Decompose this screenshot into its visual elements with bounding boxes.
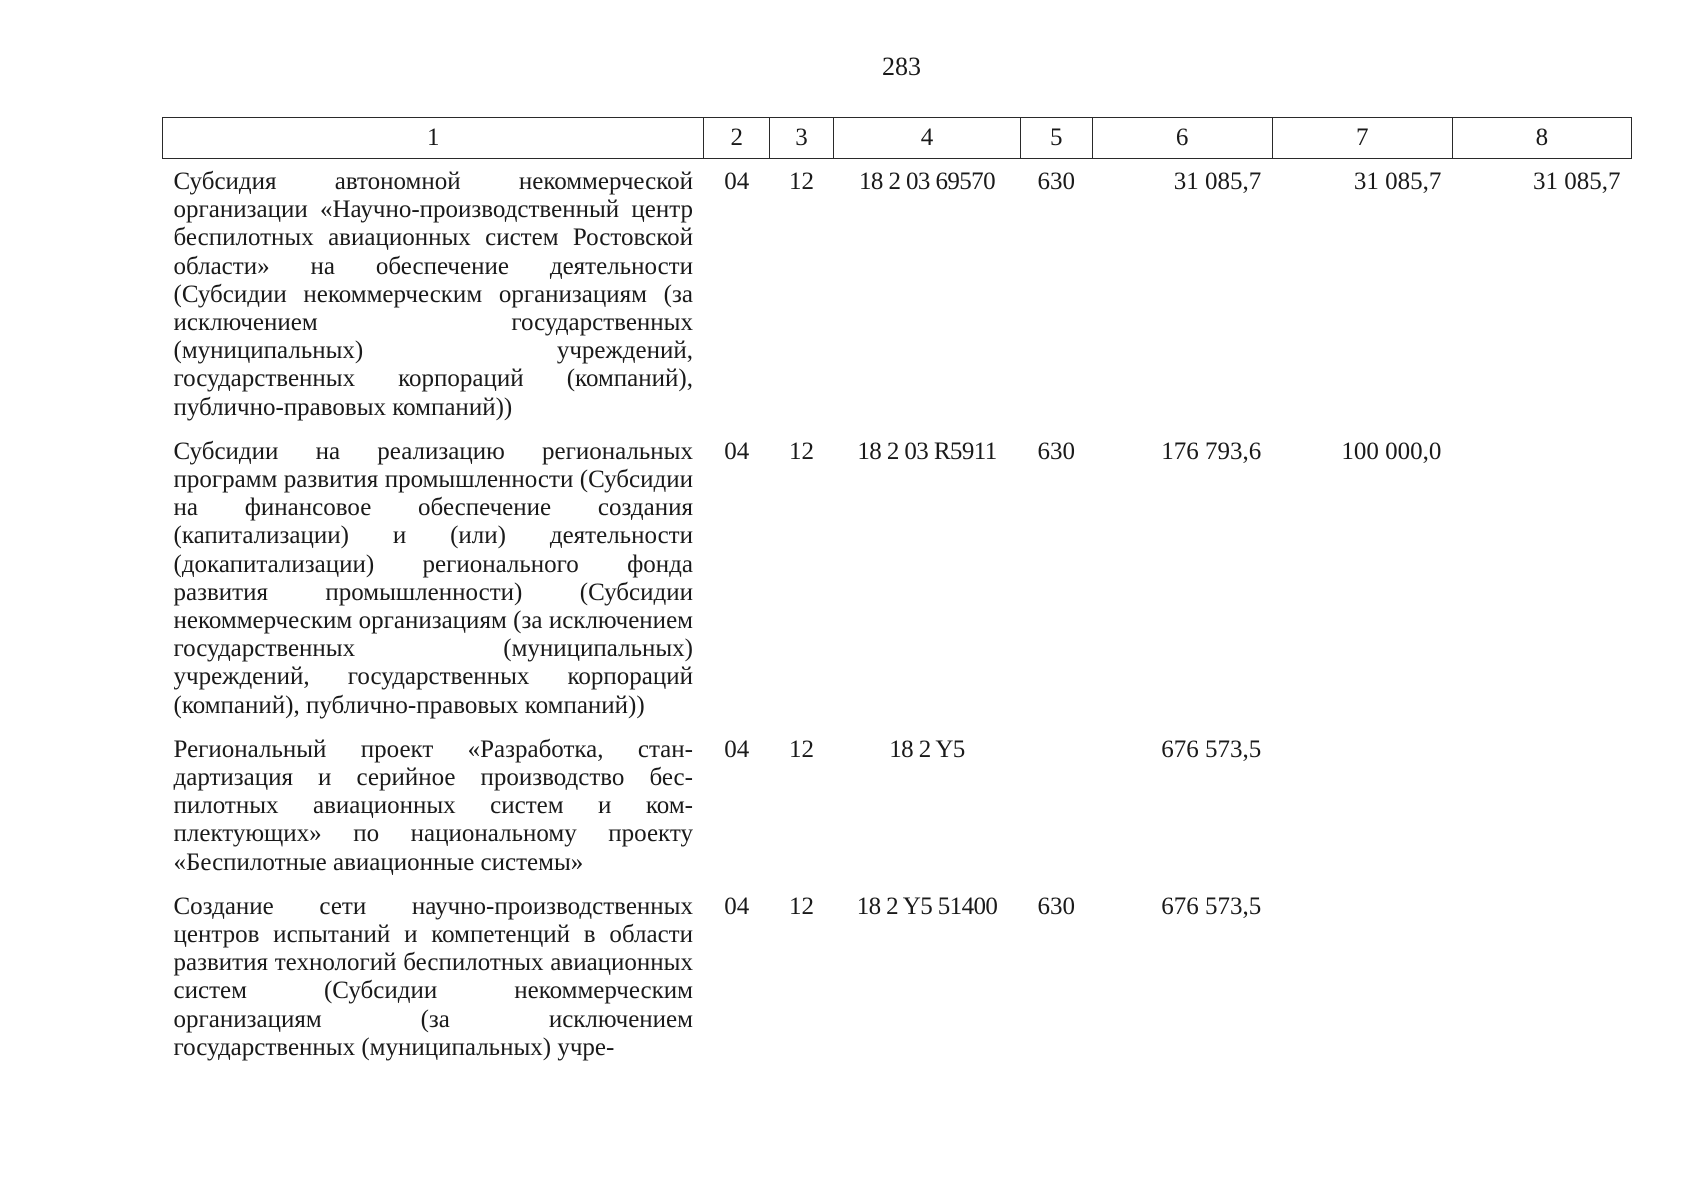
row-description: Создание сети научно-производственных центров испытаний и компетенций в области развития технологий беспилотных авиационных систем (Субсидии некоммерческим организациям (за исключением государственных (муниципальных) учре-	[173, 892, 693, 1061]
target-article-code: 18 2 Y5	[889, 735, 965, 763]
amount-col-7: 31 085,7	[1353, 168, 1442, 195]
subsection-code: 12	[789, 437, 815, 465]
target-article-code: 18 2 Y5 51400	[856, 892, 998, 920]
subsection-code: 12	[789, 168, 815, 195]
section-code: 04	[724, 437, 750, 465]
expense-type-code: 630	[1037, 168, 1075, 195]
column-header: 3	[769, 118, 833, 159]
table-row	[163, 885, 1632, 1062]
target-article-code: 18 2 03 69570	[859, 168, 995, 195]
column-header: 4	[834, 118, 1021, 159]
amount-col-8	[1452, 430, 1631, 728]
table-row	[163, 430, 1632, 728]
section-code: 04	[724, 735, 750, 763]
amount-col-8: 31 085,7	[1533, 168, 1621, 195]
subsection-code: 12	[789, 892, 815, 920]
amount-col-8	[1452, 885, 1631, 1062]
amount-col-7	[1272, 885, 1452, 1062]
section-code: 04	[724, 168, 750, 195]
table-header-row	[163, 118, 1632, 159]
amount-col-6: 676 573,5	[1161, 735, 1262, 763]
column-header: 5	[1020, 118, 1092, 159]
amount-col-6: 676 573,5	[1161, 892, 1262, 920]
expense-type-code	[1020, 728, 1092, 885]
amount-col-7	[1272, 728, 1452, 885]
row-description: Субсидии на реализацию региональных программ развития промышленности (Субсидии на финансовое обеспечение создания (капитализации) и (или) деятельности (докапитализации) регионального фонда развития промышленности) (Субсидии некоммерческим организациям (за исключением государственных (муниципальных) учреждений, государственных корпораций (компаний), публично-правовых компаний))	[173, 437, 693, 719]
budget-table	[162, 117, 1632, 1062]
amount-col-6: 176 793,6	[1161, 437, 1262, 465]
amount-col-8	[1452, 728, 1631, 885]
column-header: 6	[1092, 118, 1272, 159]
target-article-code: 18 2 03 R5911	[857, 437, 997, 465]
row-description: Региональный проект «Разработка, стандартизация и серийное производство беспилотных авиационных систем и комплектующих» по национальному проекту «Беспилотные авиационные системы»	[173, 735, 693, 876]
page-number: 283	[882, 52, 921, 81]
column-header: 2	[704, 118, 769, 159]
row-description: Субсидия автономной некоммерческой организации «Научно-производственный центр беспилотных авиационных систем Ростовской области» на обеспечение деятельности (Субсидии некоммерческим организациям (за исключением государственных (муниципальных) учреждений, государственных корпораций (компаний), публично-правовых компаний))	[173, 168, 693, 421]
column-header: 8	[1452, 118, 1631, 159]
column-header: 1	[163, 118, 704, 159]
subsection-code: 12	[789, 735, 815, 763]
amount-col-7: 100 000,0	[1341, 437, 1442, 465]
amount-col-6: 31 085,7	[1173, 168, 1262, 195]
table-row	[163, 728, 1632, 885]
column-header: 7	[1272, 118, 1452, 159]
section-code: 04	[724, 892, 750, 920]
table-row	[163, 159, 1632, 430]
expense-type-code: 630	[1037, 437, 1075, 465]
expense-type-code: 630	[1037, 892, 1075, 920]
